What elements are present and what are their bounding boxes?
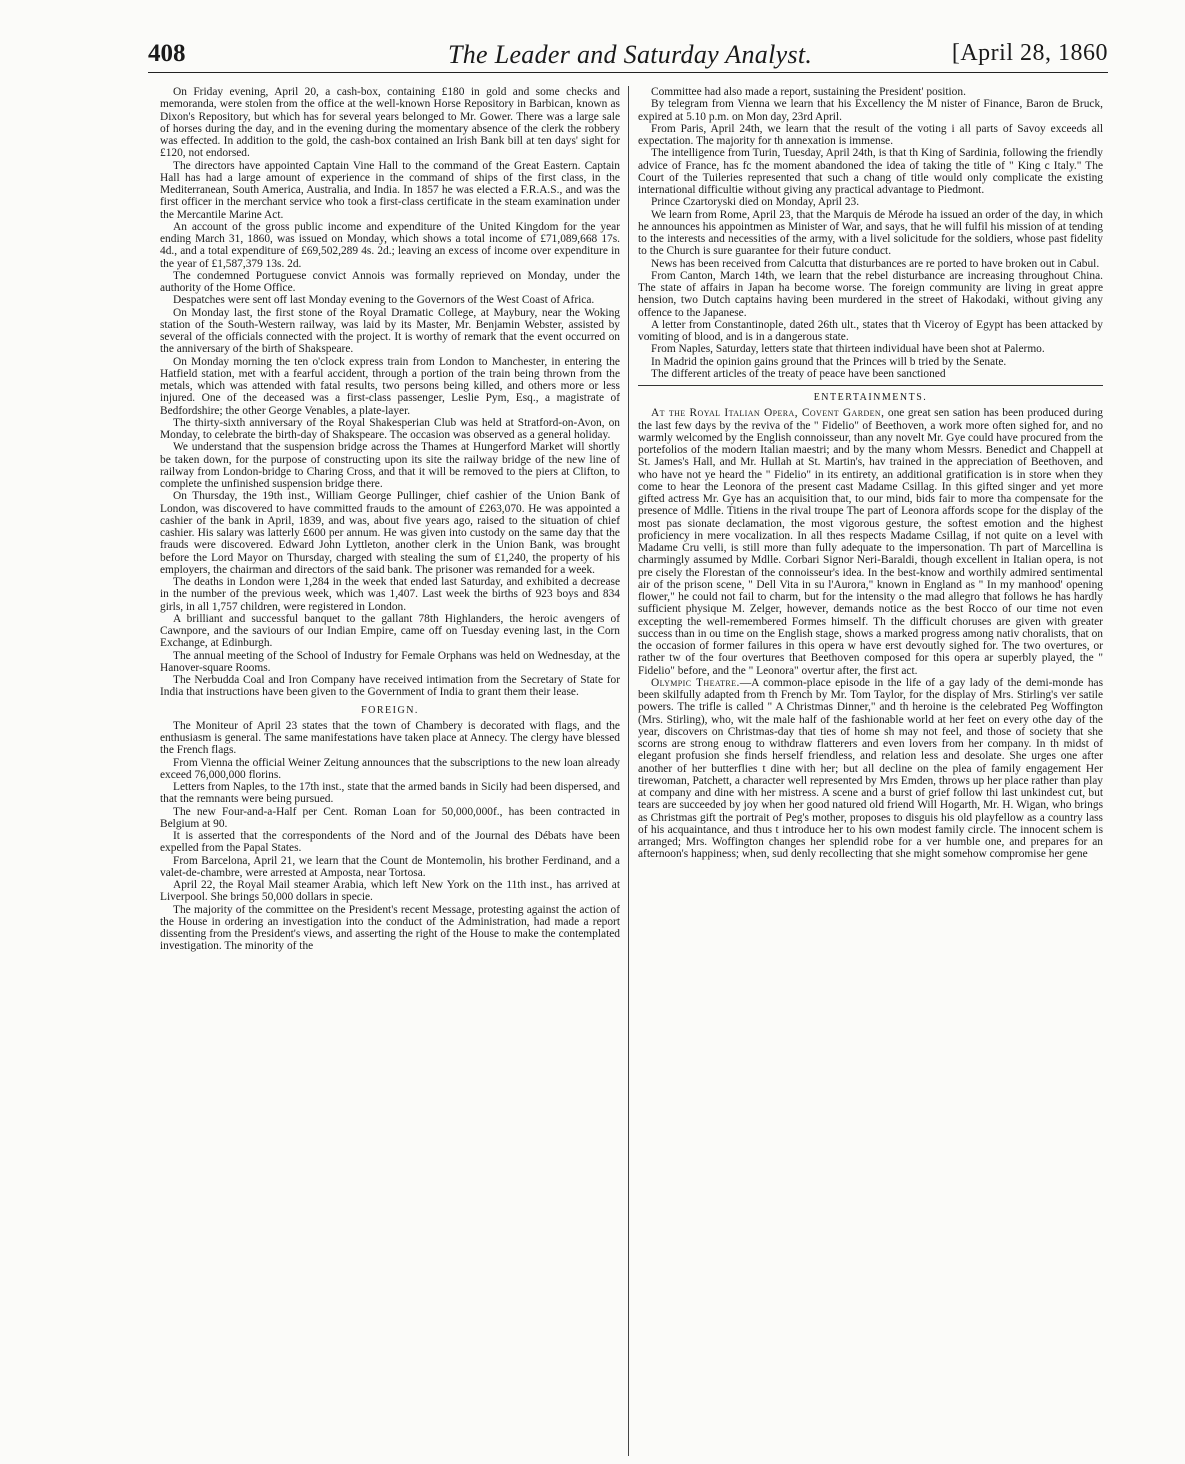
news-paragraph: On Monday morning the ten o'clock express train from London to Manchester, in entering the Hatfield station, met with a fearful accident, through a portion of the train being thrown from the metals, which was attended with fatal results, two persons being killed, and others more or less injured. One of the deceased was a first-class passenger, Leslie Pym, Esq., a magistrate of Bedfordshire; the other George Venables, a plate-layer. xyxy=(160,355,620,417)
foreign-paragraph: It is asserted that the correspondents of the Nord and of the Journal des Débats have been expelled from the Papal States. xyxy=(160,830,620,855)
opera-review xyxy=(638,407,1103,677)
foreign-paragraph: The different articles of the treaty of peace have been sanctioned xyxy=(651,367,946,380)
opera-review-lead: At the Royal Italian Opera, Covent Garden, xyxy=(651,407,885,420)
news-paragraph: The directors have appointed Captain Vine Hall to the command of the Great Eastern. Captain Hall has had a large amount of experience in the command of ships of the first class, in the Mediterranean, South America, Australia, and India. In 1857 he was elected a F.R.A.S., and was the first officer in the merchant service who took a first-class certificate in the steam examination under the Mercantile Marine Act. xyxy=(160,159,620,221)
column-divider xyxy=(628,86,629,1456)
foreign-paragraph: From Naples, Saturday, letters state that thirteen individual have been shot at Palermo. xyxy=(651,343,1045,356)
news-paragraph: The condemned Portuguese convict Annois was formally reprieved on Monday, under the authority of the Home Office. xyxy=(160,269,620,294)
page-header xyxy=(148,38,1108,73)
foreign-paragraph: The intelligence from Turin, Tuesday, April 24th, is that th King of Sardinia, following the friendly advice of France, has fc the moment abandoned the idea of taking the title of " King c Italy." The Court of the Tuileries represented that such a chang of title would only complicate the existing international difficultie without giving any practical advantage to Piedmont. xyxy=(638,147,1103,196)
foreign-paragraph: The Moniteur of April 23 states that the town of Chambery is decorated with flags, and the enthusiasm is general. The same manifestations have taken place at Annecy. The clergy have blessed the French flags. xyxy=(160,719,620,757)
foreign-paragraph: In Madrid the opinion gains ground that the Princes will b tried by the Senate. xyxy=(651,355,1007,368)
foreign-paragraph: The new Four-and-a-Half per Cent. Roman Loan for 50,000,000f., has been contracted in Belgium at 90. xyxy=(160,805,620,830)
foreign-paragraph: April 22, the Royal Mail steamer Arabia, which left New York on the 11th inst., has arrived at Liverpool. She brings 50,000 dollars in specie. xyxy=(160,879,620,904)
right-column xyxy=(638,86,1103,1456)
news-paragraph: A brilliant and successful banquet to the gallant 78th Highlanders, the heroic avengers of Cawnpore, and the saviours of our Indian Empire, came off on Tuesday evening last, in the Corn Exchange, at Edinburgh. xyxy=(160,612,620,650)
foreign-paragraph: From Vienna the official Weiner Zeitung announces that the subscriptions to the new loan already exceed 76,000,000 florins. xyxy=(160,756,620,781)
foreign-paragraph: From Canton, March 14th, we learn that the rebel disturbance are increasing throughout China. The state of affairs in Japan ha become worse. The foreign community are living in great appre hension, two Dutch captains having been murdered in the street of Hakodaki, without giving any offence to the Japanese. xyxy=(638,269,1103,319)
news-paragraph: The Nerbudda Coal and Iron Company have received intimation from the Secretary of State for India that instructions have been given to the Government of India to grant them their lease. xyxy=(160,674,620,699)
foreign-heading: FOREIGN. xyxy=(361,704,419,716)
foreign-paragraph: Prince Czartoryski died on Monday, April 23. xyxy=(651,196,860,209)
foreign-paragraph: News has been received from Calcutta that disturbances are re ported to have broken out in Cabul. xyxy=(651,257,1100,270)
olympic-review xyxy=(638,677,1103,861)
section-divider xyxy=(638,385,1103,386)
left-column xyxy=(160,86,620,1456)
issue-date: [April 28, 1860 xyxy=(951,40,1108,66)
foreign-paragraph: By telegram from Vienna we learn that his Excellency the M nister of Finance, Baron de Bruck, expired at 5.10 p.m. on Mon day, 23rd April. xyxy=(638,98,1103,123)
foreign-paragraph: We learn from Rome, April 23, that the Marquis de Mérode ha issued an order of the day, in which he announces his appointmen as Minister of War, and says, that he will fulfil his mission of at tending to the interests and necessities of the army, with a livel solicitude for the soldiers, whose past fidelity to the Church is sure guarantee for their future conduct. xyxy=(638,208,1103,258)
news-paragraph: Despatches were sent off last Monday evening to the Governors of the West Coast of Africa. xyxy=(173,294,595,307)
foreign-paragraph: Letters from Naples, to the 17th inst., state that the armed bands in Sicily had been dispersed, and that the remnants were being pursued. xyxy=(160,781,620,806)
masthead: The Leader and Saturday Analyst. xyxy=(448,40,813,69)
news-paragraph: The annual meeting of the School of Industry for Female Orphans was held on Wednesday, at the Hanover-square Rooms. xyxy=(160,649,620,674)
olympic-review-lead: Olympic Theatre. xyxy=(651,676,740,689)
news-paragraph: The thirty-sixth anniversary of the Royal Shakesperian Club was held at Stratford-on-Avon, on Monday, to celebrate the birth-day of Shakspeare. The occasion was observed as a general holiday. xyxy=(160,416,620,441)
entertainments-heading: ENTERTAINMENTS. xyxy=(813,392,928,403)
news-paragraph: An account of the gross public income and expenditure of the United Kingdom for the year ending March 31, 1860, was issued on Monday, which shows a total income of £71,089,668 17s. 4d., and a total expenditure of £69,502,289 4s. 2d.; leaving an excess of income over expenditure in the year of £1,587,379 13s. 2d. xyxy=(160,220,620,270)
page-number: 408 xyxy=(148,40,186,67)
news-paragraph: On Monday last, the first stone of the Royal Dramatic College, at Maybury, near the Woking station of the South-Western railway, was laid by its Master, Mr. Benjamin Webster, assisted by several of the officials connected with the project. It is worthy of remark that the event occurred on the anniversary of the birth of Shakspeare. xyxy=(160,306,620,356)
foreign-paragraph: Committee had also made a report, sustaining the President' position. xyxy=(651,86,966,98)
opera-review-body: one great sen sation has been produced during the last few days by the reviva of the " Fidelio" of Beethoven, a work more often sighed for, and no warmly welcomed by the English connoisseur, than any novelt Mr. Gye could have procured from the portefolios of the modern Italian maestri; and by the many whom Messrs. Benedict and Chappell at St. James's Hall, and Mr. Hullah at St. Martin's, hav trained in the appreciation of Beethoven, and who have not ye heard the " Fidelio" in its entirety, an additional gratification is in store when they come to hear the Leonora of the present cast Madame Csillag. In this gifted singer and yet more gifted actress Mr. Gye has an acquisition that, to our mind, bids fair to more tha compensate for the presence of Mdlle. Titiens in the rival troupe The part of Leonora affords scope for the display of the most pas sionate declamation, the most vigorous gesture, the softest emotion and the highest proficiency in mere vocalization. In all thes respects Madame Csillag, if not quite on a level with Madame Cru velli, is still more than fully adequate to the impersonation. Th part of Marcellina is charmingly assumed by Mdlle. Corbari Signor Neri-Baraldi, though excellent in Italian opera, is not pre cisely the Florestan of the connoisseur's idea. In the best-know and worthily admired sentimental air of the prison scene, " Dell Vita in su l'Aurora," known in England as " In my manhood' opening flower," he could not fail to charm, but for the intensity o the mad allegro that follows he has hardly sufficient physique M. Zelger, however, demands notice as the best Rocco of our time not even excepting the well-remembered Formes himself. Th the difficult choruses are given with greater success than in ou time on the English stage, shows a marked progress among nativ choralists, that on the occasion of former failures in this opera w have erst devoutly sighed for. The two overtures, or rather tw of the four overtures that Beethoven composed for this opera ar superbly played, the " Fidelio" before, and the " Leonora" overtur after, the first act. xyxy=(638,407,1103,677)
news-paragraph: On Thursday, the 19th inst., William George Pullinger, chief cashier of the Union Bank of London, was discovered to have committed frauds to the amount of £263,070. He was appointed a cashier of the bank in April, 1839, and was, about five years ago, raised to the situation of chief cashier. His salary was latterly £600 per annum. He was given into custody on the same day that the frauds were discovered. Edward John Lyttleton, another clerk in the Union Bank, was brought before the Lord Mayor on Thursday, charged with stealing the sum of £1,240, the property of his employers, the chairman and directors of the said bank. The prisoner was remanded for a week. xyxy=(160,490,620,576)
news-paragraph: On Friday evening, April 20, a cash-box, containing £180 in gold and some checks and memoranda, were stolen from the office at the well-known Horse Repository in Barbican, known as Dixon's Repository, but which has for several years belonged to Mr. Gower. There was a large sale of horses during the day, and in the evening during the momentary absence of the clerk the robbery was effected. In addition to the gold, the cash-box contained an Irish Bank bill at ten days' sight for £120, not endorsed. xyxy=(160,86,620,160)
foreign-paragraph: From Barcelona, April 21, we learn that the Count de Montemolin, his brother Ferdinand, and a valet-de-chambre, were arrested at Amposta, near Tortosa. xyxy=(160,854,620,879)
foreign-paragraph: A letter from Constantinople, dated 26th ult., states that th Viceroy of Egypt has been attacked by vomiting of blood, and is in a dangerous state. xyxy=(638,318,1103,343)
foreign-paragraph: The majority of the committee on the President's recent Message, protesting against the action of the House in ordering an investigation into the conduct of the Administration, had made a report dissenting from the President's views, and asserting the right of the House to make the contemplated investigation. The minority of the xyxy=(160,903,620,953)
foreign-paragraph: From Paris, April 24th, we learn that the result of the voting i all parts of Savoy exceeds all expectation. The majority for th annexation is immense. xyxy=(638,122,1103,147)
olympic-review-body: —A common-place episode in the life of a gay lady of the demi-monde has been skilfully adapted from th French by Mr. Tom Taylor, for the display of Mrs. Stirling's ver satile powers. The trifle is called " A Christmas Dinner," and th heroine is the celebrated Peg Woffington (Mrs. Stirling), who, wit the male half of the fashionable world at her feet on every othe day of the year, discovers on Christmas-day that ties of home sh may not feel, and those of society that she scorns are strong enoug to withdraw flatterers and even lovers from her company. In th midst of elegant profusion she finds herself friendless, and relation less and desolate. She urges one after another of her butterflies t dine with her; but all decline on the plea of family engagement Her tirewoman, Patchett, a character well represented by Mrs Emden, throws up her place rather than play at company and dine with her mistress. A scene and a burst of grief follow thi last unkindest cut, but tears are succeeded by joy when her good natured old friend Will Hogarth, Mr. H. Wigan, who brings as Christmas gift the portrait of Peg's mother, proposes to disguis his old playfellow as a country lass of his acquaintance, and thus t introduce her to his own modest family circle. The innocent schem is arranged; Mrs. Woffington changes her splendid robe for a ver humble one, and prepares for an afternoon's happiness; when, sud denly recollecting that she might somehow compromise her gene xyxy=(638,676,1103,861)
news-paragraph: We understand that the suspension bridge across the Thames at Hungerford Market will shortly be taken down, for the purpose of constructing upon its site the railway bridge of the new line of railway from London-bridge to Charing Cross, and that it will be removed to the piers at Clifton, to complete the unfinished suspension bridge there. xyxy=(160,441,620,490)
news-paragraph: The deaths in London were 1,284 in the week that ended last Saturday, and exhibited a decrease in the number of the previous week, which was 1,407. Last week the births of 923 boys and 834 girls, in all 1,757 children, were registered in London. xyxy=(160,576,620,613)
